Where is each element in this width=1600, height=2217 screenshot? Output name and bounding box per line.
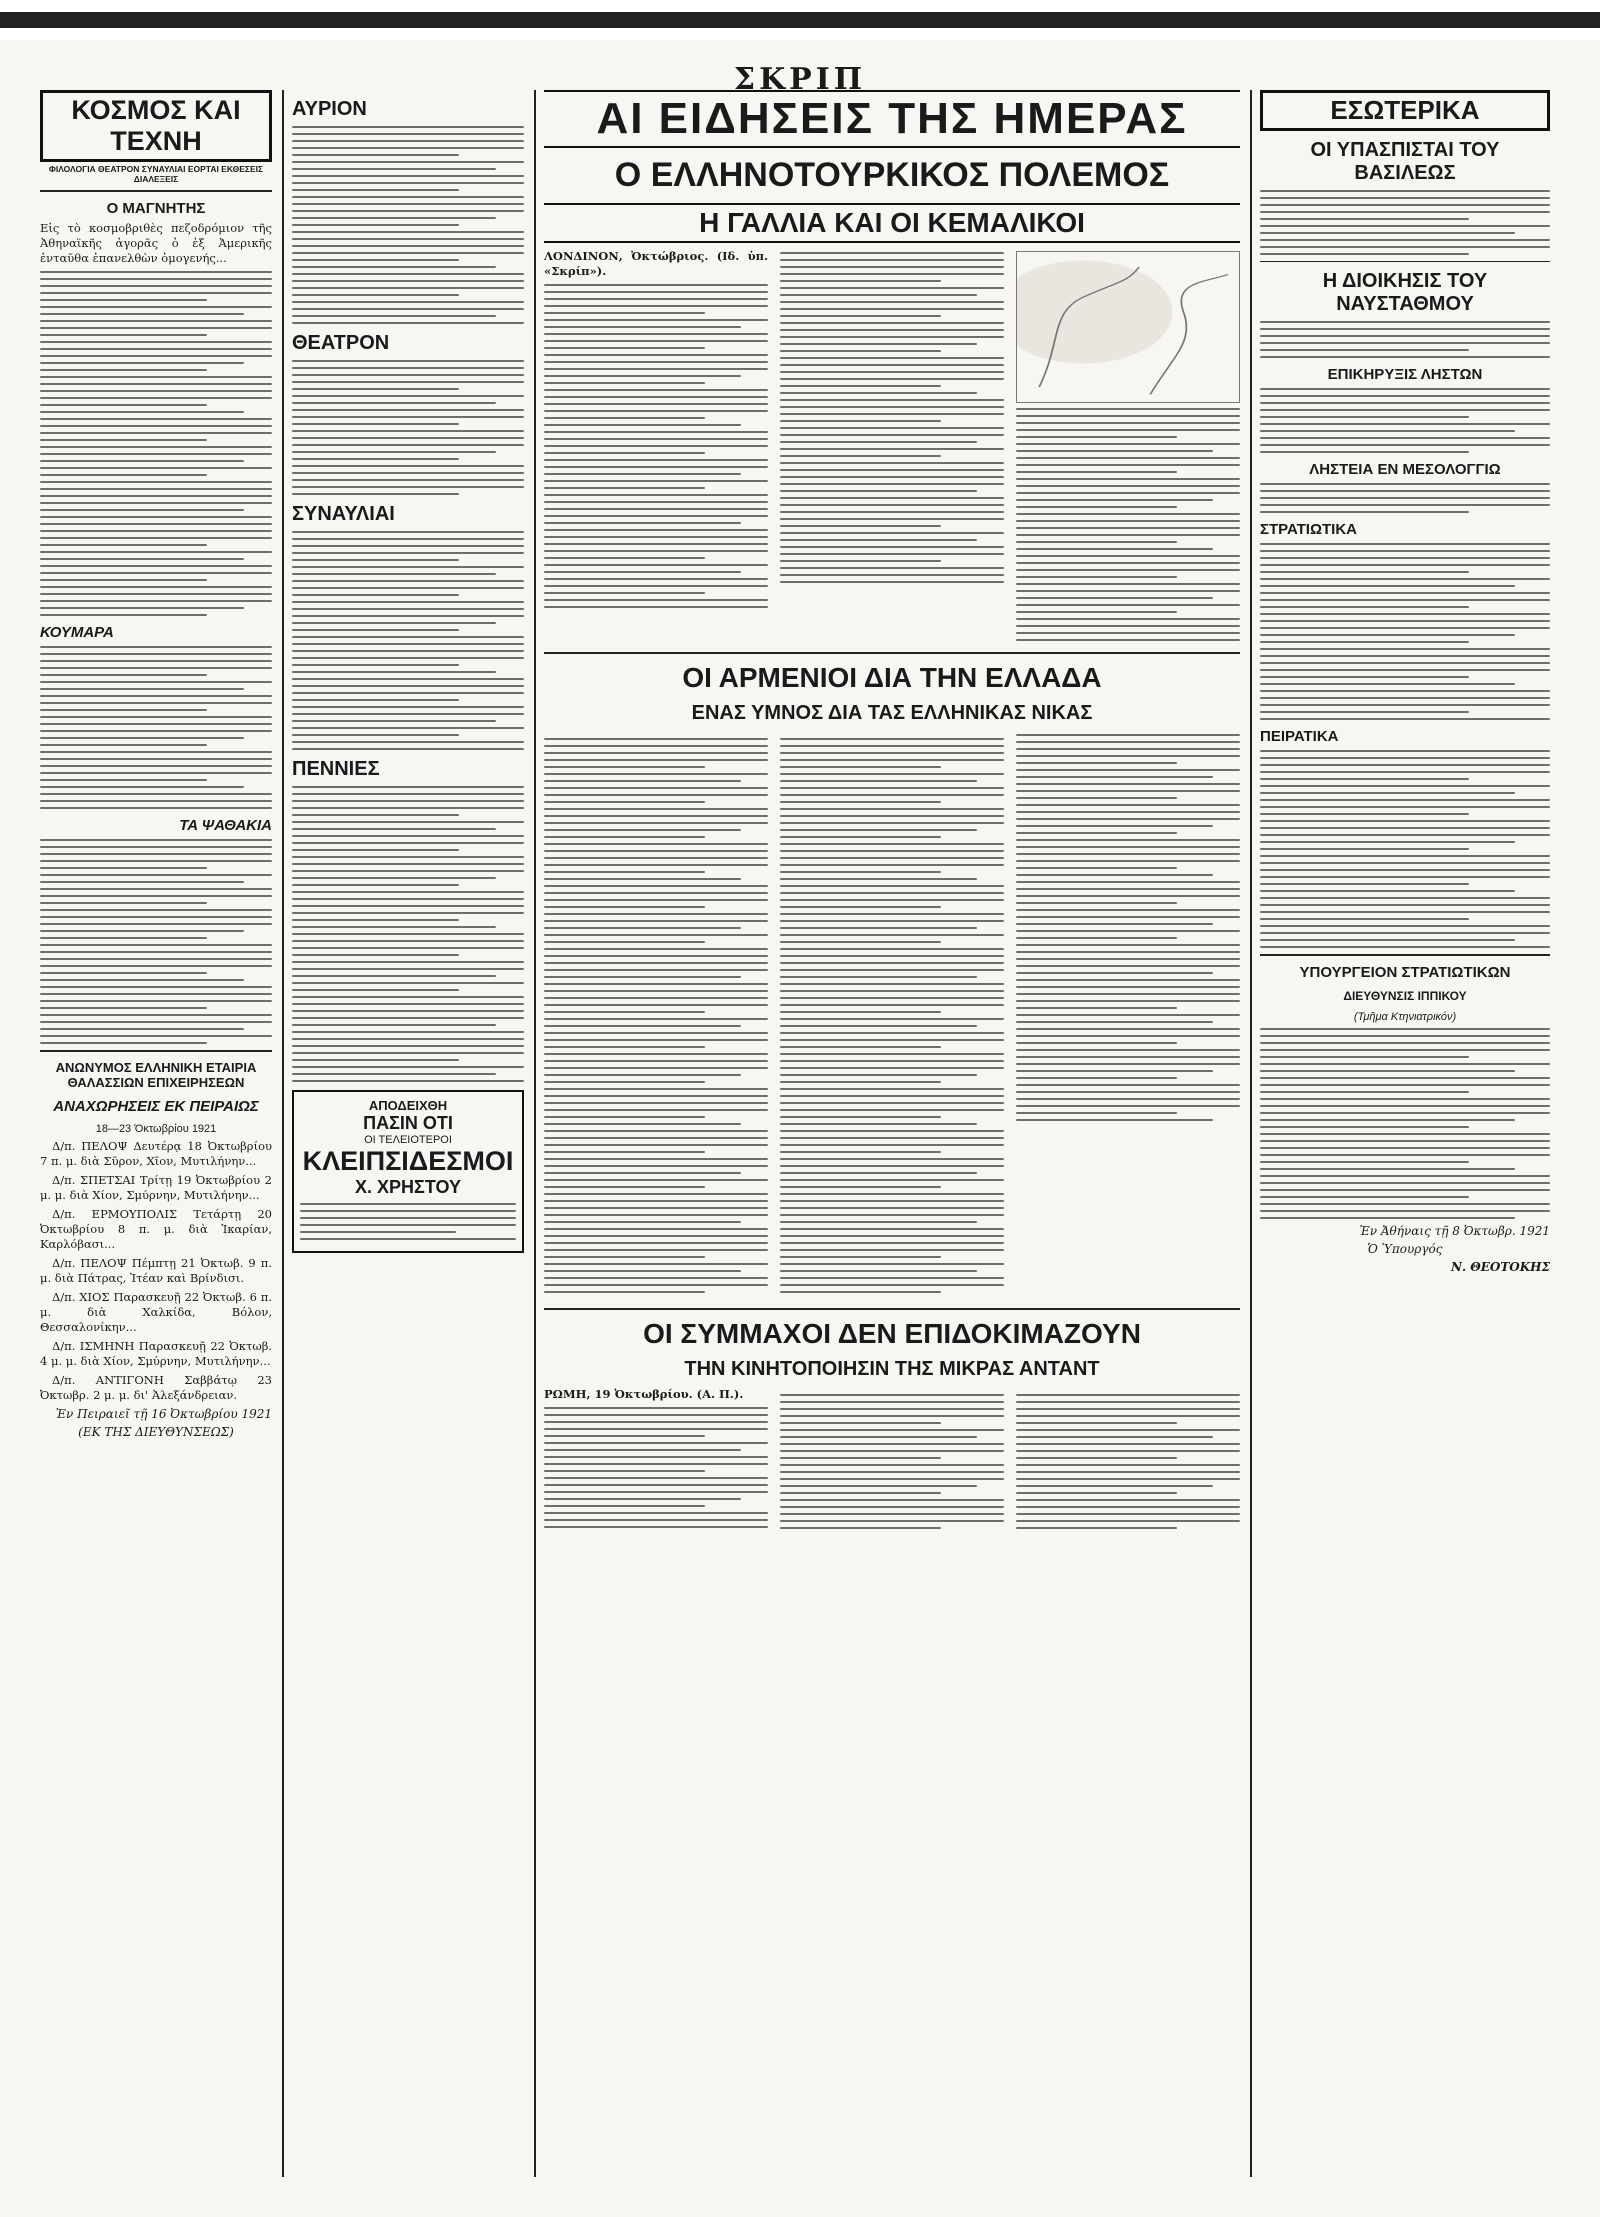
text-block bbox=[1260, 190, 1550, 255]
article-title-armenioi: ΟΙ ΑΡΜΕΝΙΟΙ ΔΙΑ ΤΗΝ ΕΛΛΑΔΑ bbox=[682, 662, 1102, 693]
ad-line: Δ/π. ΑΝΤΙΓΟΝΗ Σαββάτῳ 23 Ὀκτωβρ. 2 μ. μ. δι' Ἀλεξάνδρειαν. bbox=[40, 1373, 272, 1402]
section-title-esoterika: ΕΣΩΤΕΡΙΚΑ bbox=[1260, 90, 1550, 131]
masthead: ΣΚΡΙΠ bbox=[733, 62, 867, 97]
map-illustration bbox=[1016, 251, 1240, 403]
divider bbox=[40, 1050, 272, 1052]
article-title-synavliai: ΣΥΝΑΥΛΙΑΙ bbox=[292, 503, 395, 525]
text-block bbox=[1260, 388, 1550, 453]
text-block bbox=[1260, 750, 1550, 948]
article-subtitle-symmachoi: ΤΗΝ ΚΙΝΗΤΟΠΟΙΗΣΙΝ ΤΗΣ ΜΙΚΡΑΣ ΑΝΤΑΝΤ bbox=[684, 1358, 1100, 1380]
ad-title-shipping: ΑΝΩΝΥΜΟΣ ΕΛΛΗΝΙΚΗ ΕΤΑΙΡΙΑ ΘΑΛΑΣΣΙΩΝ ΕΠΙΧΕΙΡΗΣΕΩΝ bbox=[55, 1060, 257, 1090]
article-subtitle-armenioi: ΕΝΑΣ ΥΜΝΟΣ ΔΙΑ ΤΑΣ ΕΛΛΗΝΙΚΑΣ ΝΙΚΑΣ bbox=[691, 702, 1093, 724]
dateline: ΡΩΜΗ, 19 Ὀκτωβρίου. (Α. Π.). bbox=[544, 1387, 744, 1401]
subheadline: Η ΓΑΛΛΙΑ ΚΑΙ ΟΙ ΚΕΜΑΛΙΚΟΙ bbox=[544, 203, 1240, 243]
divider bbox=[1260, 954, 1550, 956]
notice-date: Ἐν Ἀθήναις τῇ 8 Ὀκτωβρ. 1921 bbox=[1359, 1224, 1550, 1238]
notice-subtitle: ΔΙΕΥΘΥΝΣΙΣ ΙΠΠΙΚΟΥ bbox=[1343, 989, 1467, 1003]
divider bbox=[544, 1308, 1240, 1310]
text-block bbox=[1260, 543, 1550, 720]
text-block bbox=[544, 284, 768, 608]
ad-line: Δ/π. ΣΠΕΤΣΑΙ Τρίτῃ 19 Ὀκτωβρίου 2 μ. μ. διὰ Χίον, Σμύρνην, Μυτιλήνην... bbox=[40, 1173, 272, 1202]
ad-big-text: ΚΛΕΙΠΣΙΔΕΣΜΟΙ bbox=[302, 1146, 514, 1176]
article-title-listeia: ΛΗΣΤΕΙΑ ΕΝ ΜΕΣΟΛΟΓΓΙΩ bbox=[1309, 461, 1501, 478]
headline: Ο ΕΛΛΗΝΟΤΟΥΡΚΙΚΟΣ ΠΟΛΕΜΟΣ bbox=[614, 156, 1170, 194]
article-title-psathakia: ΤΑ ΨΑΘΑΚΙΑ bbox=[179, 817, 272, 834]
advertisement-clips bbox=[292, 1090, 524, 1253]
divider bbox=[544, 652, 1240, 654]
ad-line: Δ/π. ΧΙΟΣ Παρασκευῇ 22 Ὀκτωβ. 6 π. μ. διὰ Χαλκίδα, Βόλον, Θεσσαλονίκην... bbox=[40, 1290, 272, 1334]
text-block bbox=[1016, 1389, 1240, 1534]
ad-schedule bbox=[40, 1139, 272, 1403]
map-outline bbox=[1017, 252, 1239, 402]
ad-dates: 18—23 Ὀκτωβρίου 1921 bbox=[95, 1123, 217, 1135]
article-title-stratiotika: ΣΤΡΑΤΙΩΤΙΚΑ bbox=[1260, 521, 1357, 538]
article-title-magnitis: Ο ΜΑΓΝΗΤΗΣ bbox=[106, 200, 206, 217]
left-column bbox=[40, 90, 272, 2177]
notice-title-ministry: ΥΠΟΥΡΓΕΙΟΝ ΣΤΡΑΤΙΩΤΙΚΩΝ bbox=[1299, 964, 1511, 981]
article-title-pennies: ΠΕΝΝΙΕΣ bbox=[292, 758, 380, 780]
article-intro: Εἰς τὸ κοσμοβριθὲς πεζοδρόμιον τῆς Ἀθηναϊκῆς ἀγορᾶς ὁ ἐξ Ἀμερικῆς ἐνταῦθα ἐπανελθὼν ὁμογενής... bbox=[40, 221, 272, 265]
ad-top-line: ΑΠΟΔΕΙΧΘΗ bbox=[368, 1098, 448, 1113]
text-block bbox=[292, 531, 524, 750]
text-block bbox=[40, 271, 272, 616]
text-block bbox=[544, 1407, 768, 1528]
article-title-ayrion: ΑΥΡΙΟΝ bbox=[292, 98, 367, 120]
text-block bbox=[292, 786, 524, 1082]
text-block bbox=[1260, 1028, 1550, 1219]
top-border bbox=[0, 0, 1600, 40]
ad-name: Χ. ΧΡΗΣΤΟΥ bbox=[355, 1177, 461, 1197]
notice-subtitle-2: (Τμῆμα Κτηνιατρικόν) bbox=[1353, 1011, 1457, 1023]
text-block bbox=[544, 733, 768, 1298]
text-block bbox=[292, 126, 524, 324]
right-column bbox=[1260, 90, 1550, 2177]
ad-line: Δ/π. ΠΕΛΟΨ Δευτέρᾳ 18 Ὀκτωβρίου 7 π. μ. διὰ Σῦρον, Χῖον, Μυτιλήνην... bbox=[40, 1139, 272, 1168]
text-block bbox=[1260, 483, 1550, 513]
ad-text-block bbox=[300, 1203, 516, 1240]
divider bbox=[40, 190, 272, 192]
ad-line-2: ΟΙ ΤΕΛΕΙΟΤΕΡΟΙ bbox=[364, 1134, 452, 1146]
ad-subtitle: ΑΝΑΧΩΡΗΣΕΙΣ ΕΚ ΠΕΙΡΑΙΩΣ bbox=[53, 1098, 259, 1115]
dateline: ΛΟΝΔΙΝΟΝ, Ὀκτώβριος. (Ιδ. ὑπ. «Σκρίπ»). bbox=[544, 249, 768, 278]
notice-signature: Ν. ΘΕΟΤΟΚΗΣ bbox=[1450, 1260, 1550, 1274]
article-title-dioikisis: Η ΔΙΟΙΚΗΣΙΣ ΤΟΥ ΝΑΥΣΤΑΘΜΟΥ bbox=[1322, 270, 1488, 315]
column-rule bbox=[282, 90, 284, 2177]
divider bbox=[1260, 261, 1550, 262]
text-block bbox=[292, 360, 524, 495]
text-block bbox=[1016, 408, 1240, 641]
ad-office: (ΕΚ ΤΗΣ ΔΙΕΥΘΥΝΣΕΩΣ) bbox=[78, 1425, 234, 1439]
section-subtitle: ΦΙΛΟΛΟΓΙΑ ΘΕΑΤΡΟΝ ΣΥΝΑΥΛΙΑΙ ΕΟΡΤΑΙ ΕΚΘΕΣΕΙΣ ΔΙΑΛΕΞΕΙΣ bbox=[48, 164, 264, 184]
column-rule bbox=[1250, 90, 1252, 2177]
article-title-symmachoi: ΟΙ ΣΥΜΜΑΧΟΙ ΔΕΝ ΕΠΙΔΟΚΙΜΑΖΟΥΝ bbox=[643, 1318, 1141, 1349]
ad-line: Δ/π. ΠΕΛΟΨ Πέμπτῃ 21 Ὀκτωβ. 9 π. μ. διὰ Πάτρας, Ἰτέαν καὶ Βρίνδισι. bbox=[40, 1256, 272, 1285]
notice-role: Ὁ Ὑπουργός bbox=[1367, 1242, 1443, 1256]
text-block bbox=[1016, 734, 1240, 1121]
ad-footer: Ἐν Πειραιεῖ τῇ 16 Ὀκτωβρίου 1921 bbox=[55, 1407, 272, 1421]
second-column bbox=[292, 90, 524, 2177]
text-block bbox=[40, 646, 272, 809]
text-block bbox=[780, 1389, 1004, 1534]
article-title-listai: ΕΠΙΚΗΡΥΞΙΣ ΛΗΣΤΩΝ bbox=[1327, 366, 1483, 383]
article-title-ypaspistai: ΟΙ ΥΠΑΣΠΙΣΤΑΙ ΤΟΥ ΒΑΣΙΛΕΩΣ bbox=[1310, 139, 1500, 184]
article-title-koumara: ΚΟΥΜΑΡΑ bbox=[40, 624, 114, 641]
banner-title: ΑΙ ΕΙΔΗΣΕΙΣ ΤΗΣ ΗΜΕΡΑΣ bbox=[544, 90, 1240, 148]
column-rule bbox=[534, 90, 536, 2177]
article-title-theatron: ΘΕΑΤΡΟΝ bbox=[292, 332, 390, 354]
text-block bbox=[40, 839, 272, 1044]
text-block bbox=[780, 252, 1004, 583]
text-block bbox=[1260, 321, 1550, 358]
section-title-kosmos: ΚΟΣΜΟΣ ΚΑΙ ΤΕΧΝΗ bbox=[40, 90, 272, 162]
main-news bbox=[544, 90, 1240, 2177]
ad-line: Δ/π. ΙΣΜΗΝΗ Παρασκευῇ 22 Ὀκτωβ. 4 μ. μ. διὰ Χίον, Σμύρνην, Μυτιλήνην... bbox=[40, 1339, 272, 1368]
article-title-peiratika: ΠΕΙΡΑΤΙΚΑ bbox=[1260, 728, 1339, 745]
text-block bbox=[780, 733, 1004, 1298]
ad-line-1: ΠΑΣΙΝ ΟΤΙ bbox=[363, 1113, 453, 1133]
ad-line: Δ/π. ΕΡΜΟΥΠΟΛΙΣ Τετάρτῃ 20 Ὀκτωβρίου 8 π. μ. διὰ Ἰκαρίαν, Καρλόβασι... bbox=[40, 1207, 272, 1251]
